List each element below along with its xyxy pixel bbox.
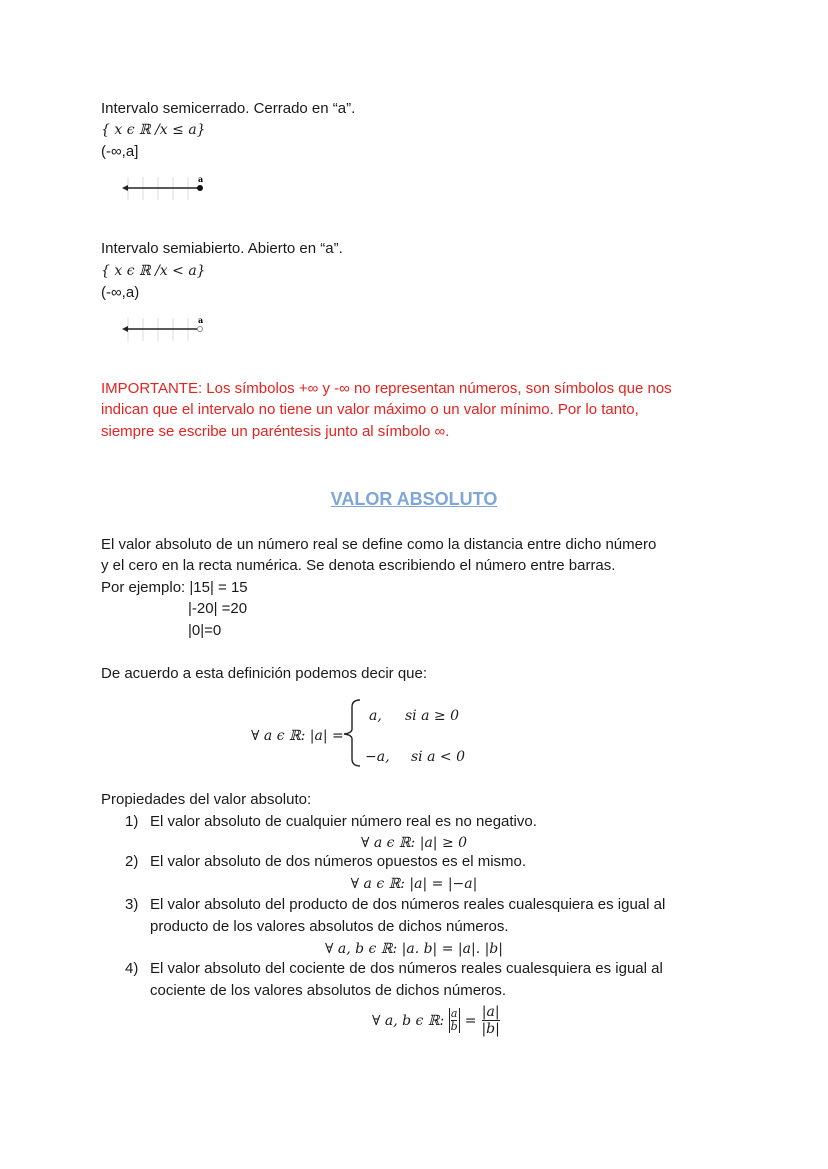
formula-lhs: ∀ a ϵ ℝ: |a| = bbox=[251, 728, 344, 744]
semicerrado-set: { x ϵ ℝ /x ≤ a} bbox=[101, 122, 206, 138]
item-text: El valor absoluto de dos números opuestos es el mismo. bbox=[150, 853, 527, 870]
item-text: El valor absoluto de cualquier número real es no negativo. bbox=[150, 813, 537, 830]
property-3 bbox=[125, 896, 666, 913]
open-point bbox=[198, 327, 203, 332]
item-text: El valor absoluto del producto de dos números reales cualesquiera es igual al bbox=[150, 896, 666, 913]
property-1 bbox=[125, 813, 537, 830]
importante-line: indican que el intervalo no tiene un valor máximo o un valor mínimo. Por lo tanto, bbox=[101, 401, 639, 418]
example: Por ejemplo: |15| = 15 bbox=[101, 579, 248, 596]
cond2: si a < 0 bbox=[411, 749, 465, 765]
property-formula: ∀ a, b ϵ ℝ: $\frac{a}{b}$ = $\frac{|a|}{|b|}$ bbox=[372, 1004, 500, 1037]
fraction-den: b bbox=[450, 1020, 458, 1033]
item-number: 4) bbox=[125, 960, 139, 977]
importante-line: siempre se escribe un paréntesis junto al símbolo ∞. bbox=[101, 423, 450, 440]
property-formula: ∀ a, b ϵ ℝ: |a. b| = |a|. |b| bbox=[324, 941, 503, 957]
importante-line: IMPORTANTE: Los símbolos +∞ y -∞ no representan números, son símbolos que nos bbox=[101, 380, 672, 397]
semiabierto-interval: (-∞,a) bbox=[101, 284, 140, 301]
property-2 bbox=[125, 853, 527, 870]
fraction-num: a bbox=[450, 1007, 458, 1020]
lead-text: De acuerdo a esta definición podemos decir que: bbox=[101, 665, 428, 682]
cond1: si a ≥ 0 bbox=[405, 708, 459, 724]
definition-line: El valor absoluto de un número real se define como la distancia entre dicho número bbox=[101, 536, 657, 553]
number-line-open bbox=[118, 313, 213, 343]
closed-point bbox=[197, 185, 203, 191]
fraction-num: |a| bbox=[481, 1004, 500, 1020]
item-number: 2) bbox=[125, 853, 139, 870]
point-label: a bbox=[198, 315, 204, 325]
item-text: El valor absoluto del cociente de dos números reales cualesquiera es igual al bbox=[150, 960, 663, 977]
item-number: 1) bbox=[125, 813, 139, 830]
example: |0|=0 bbox=[188, 622, 222, 639]
props-title: Propiedades del valor absoluto: bbox=[101, 791, 312, 808]
definition-line: y el cero en la recta numérica. Se denota escribiendo el número entre barras. bbox=[101, 557, 616, 574]
item-text: cociente de los valores absolutos de dichos números. bbox=[150, 982, 507, 999]
property-formula: ∀ a ϵ ℝ: |a| ≥ 0 bbox=[360, 835, 468, 851]
item-number: 3) bbox=[125, 896, 139, 913]
number-line-closed bbox=[118, 172, 213, 202]
semicerrado-title: Intervalo semicerrado. Cerrado en “a”. bbox=[101, 100, 356, 117]
property-formula: ∀ a ϵ ℝ: |a| = |−a| bbox=[350, 876, 478, 892]
semiabierto-set: { x ϵ ℝ /x < a} bbox=[101, 263, 206, 279]
point-label: a bbox=[198, 174, 204, 184]
semiabierto-title: Intervalo semiabierto. Abierto en “a”. bbox=[101, 240, 343, 257]
section-title: VALOR ABSOLUTO bbox=[330, 489, 498, 509]
property-4 bbox=[125, 960, 663, 977]
case2: −a, bbox=[365, 749, 390, 765]
case1: a, bbox=[369, 708, 382, 724]
formula-lhs: ∀ a, b ϵ ℝ: bbox=[372, 1012, 449, 1029]
fraction-den: |b| bbox=[481, 1021, 500, 1037]
brace bbox=[338, 697, 368, 769]
semicerrado-interval: (-∞,a] bbox=[101, 143, 139, 160]
example: |-20| =20 bbox=[188, 600, 248, 617]
item-text: producto de los valores absolutos de dichos números. bbox=[150, 918, 509, 935]
